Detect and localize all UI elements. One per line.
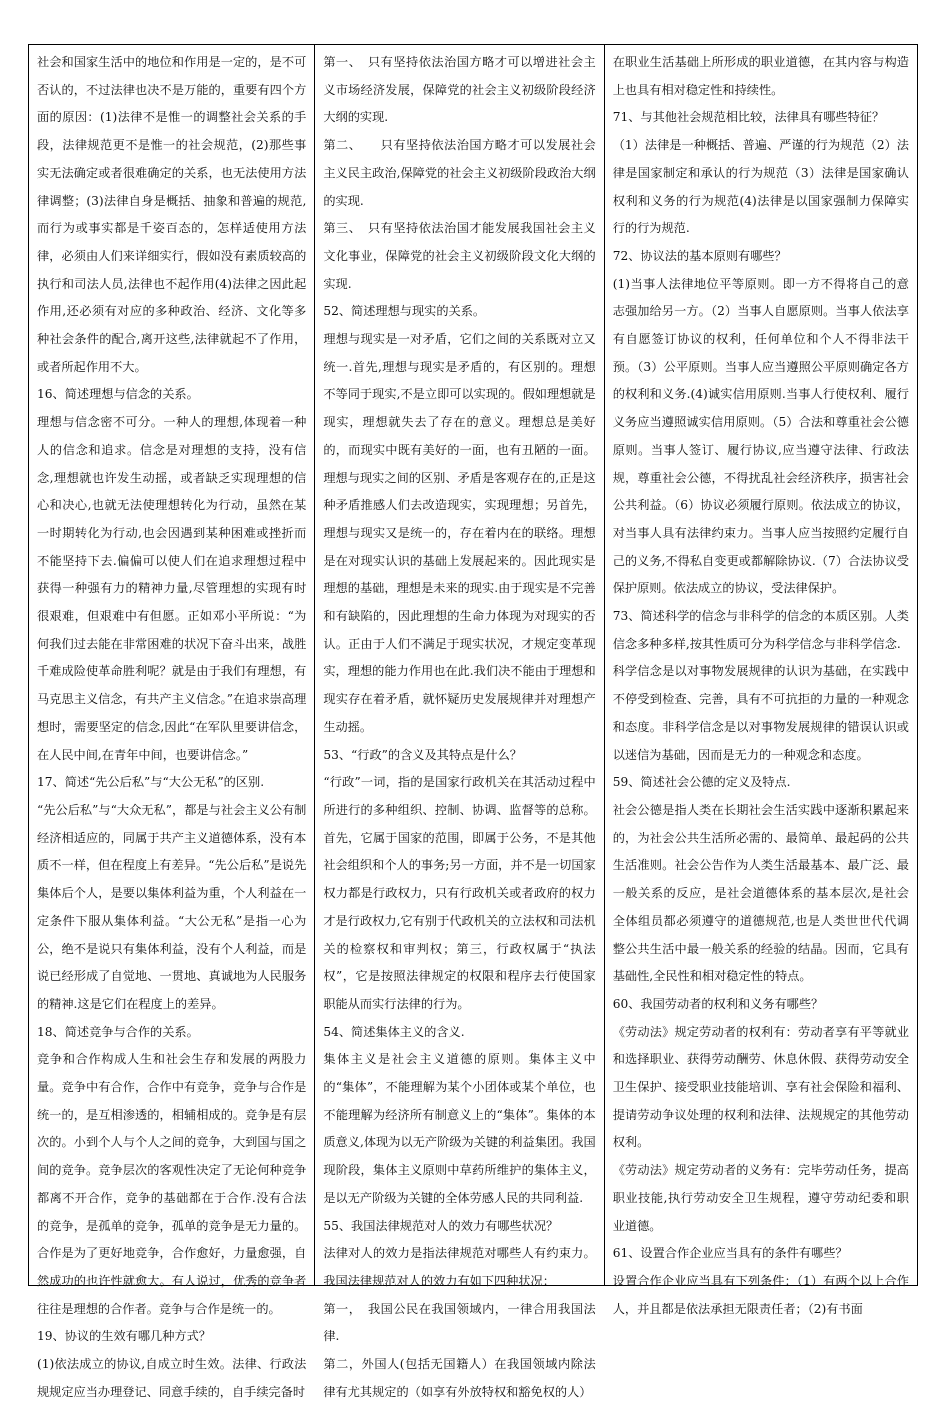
question-heading: 72、协议法的基本原则有哪些？ xyxy=(612,248,787,263)
paragraph: 理想与现实是一对矛盾，它们之间的关系既对立又统一.首先,理想与现实是矛盾的，有区别的。理想不等同于现实,不是立即可以实现的。假如理想就是现实，理想就失去了存在的意义。理想总是美好的，而现实中既有美好的一面，也有丑陋的一面。理想与现实之间的区别、矛盾是客观存在的,正是这种矛盾推感人们去改造现实，实现理想；另首先，理想与现实又是统一的，存在着内在的联络。理想是在对现实认识的基础上发展起来的。因此现实是理想的基础，理想是未来的现实.由于现实是不完善和有缺陷的，因此理想的生命力体现为对现实的否认。正由于人们不满足于现实状况，才规定变革现实，理想的能力作用也在此.我们决不能由于理想和现实存在着矛盾，就怀疑历史发展规律并对理想产生动摇。 xyxy=(323,332,596,734)
paragraph: 竞争和合作构成人生和社会生存和发展的两股力量。竞争中有合作，合作中有竞争，竞争与合作是统一的，是互相渗透的，相辅相成的。竞争是有层次的。小到个人与个人之间的竞争，大到国与国之间的竞争。竞争层次的客观性决定了无论何种竞争都离不开合作，竞争的基础都在于合作.没有合法的竞争，是孤单的竞争，孤单的竞争是无力量的。合作是为了更好地竞争，合作愈好，力量愈强，自然成功的也许性就愈大。有人说过，优秀的竞争者往往是理想的合作者。竞争与合作是统一的。 xyxy=(37,1052,307,1316)
question-heading: 52、简述理想与现实的关系。 xyxy=(323,304,486,319)
paragraph: 社会和国家生活中的地位和作用是一定的，是不可否认的，不过法律也决不是万能的，重要有四个方面的原因：(1)法律不是惟一的调整社会关系的手段，法律规范更不是惟一的社会规范，(2)那些事实无法确定或者很难确定的关系，也无法使用方法律调整；(3)法律自身是概括、抽象和普遍的规范,而行为或事实都是千姿百态的，怎样适使用方法律，必须由人们来详细实行，假如没有素质较高的执行和司法人员,法律也不起作用(4)法律之因此起作用,还必须有对应的多种政治、经济、文化等多种社会条件的配合,离开这些,法律就起不了作用，或者所起作用不大。 xyxy=(37,55,307,374)
paragraph: 科学信念是以对事物发展规律的认识为基础，在实践中不停受到检查、完善，具有不可抗拒的力量的一种观念和态度。非科学信念是以对事物发展规律的错误认识或以迷信为基础，因而是无力的一种观念和态度。 xyxy=(612,664,909,762)
question-heading: 55、我国法律规范对人的效力有哪些状况？ xyxy=(323,1218,559,1233)
question-heading: 61、设置合作企业应当具有的条件有哪些？ xyxy=(612,1246,848,1261)
paragraph: 第二、 只有坚持依法治国方略才可以发展社会主义民主政治,保障党的社会主义初级阶段政治大纲的实现. xyxy=(323,138,596,208)
column-left xyxy=(29,45,314,1399)
paragraph: 社会公德是指人类在长期社会生活实践中逐渐积累起来的，为社会公共生活所必需的、最简单、最起码的公共生活准则。社会公告作为人类生活最基本、最广泛、最一般关系的反应，是社会道德体系的基本层次,是社会全体组员都必须遵守的道德规范,也是人类世世代代调整公共生活中最一般关系的经验的结晶。因而，它具有基础性,全民性和相对稳定性的特点。 xyxy=(612,802,909,984)
paragraph: 《劳动法》规定劳动者的权利有：劳动者享有平等就业和选择职业、获得劳动酬劳、休息休假、获得劳动安全卫生保护、接受职业技能培训、享有社会保险和福利、提请劳动争议处理的权利和法律、法规规定的其他劳动权利。 xyxy=(612,1024,909,1150)
paragraph: 第一， 我国公民在我国领域内，一律合用我国法律. xyxy=(323,1301,596,1344)
column-right xyxy=(604,45,917,1316)
paragraph: “行政”一词，指的是国家行政机关在其活动过程中所进行的多种组织、控制、协调、监督等的总称。首先，它属于国家的范围，即属于公务，不是其他社会组织和个人的事务;另一方面，并不是一切国家权力都是行政权力，只有行政机关或者政府的权力才是行政权力,它有别于代政机关的立法权和司法机关的检察权和审判权；第三，行政权属于“执法权”，它是按照法律规定的权限和程序去行使国家职能从而实行法律的行为。 xyxy=(323,775,596,1011)
paragraph: (1)当事人法律地位平等原则。即一方不得将自己的意志强加给另一方。（2）当事人自愿原则。当事人依法享有自愿签订协议的权利，任何单位和个人不得非法干预。（3）公平原则。当事人应当遵照公平原则确定各方的权利和义务.(4)诚实信用原则.当事人行使权利、履行义务应当遵照诚实信用原则。（5）合法和尊重社会公德原则。当事人签订、履行协议,应当遵守法律、行政法规，尊重社会公德，不得扰乱社会经济秩序，损害社会公共利益。（6）协议必须履行原则。依法成立的协议，对当事人具有法律约束力。当事人应当按照约定履行自己的义务,不得私自变更或都解除协议.（7）合法协议受保护原则。依法成立的协议，受法律保护。 xyxy=(612,276,909,596)
question-heading: 18、简述竞争与合作的关系。 xyxy=(37,1024,199,1039)
paragraph: （1）法律是一种概括、普遍、严谨的行为规范（2）法律是国家制定和承认的行为规范（3）法律是国家确认权利和义务的行为规范(4)法律是以国家强制力保障实行的行为规范. xyxy=(612,138,909,236)
paragraph: 在职业生活基础上所形成的职业道德，在其内容与构造上也具有相对稳定性和持续性。 xyxy=(612,55,909,97)
paragraph: “先公后私”与“大众无私”，都是与社会主义公有制经济相适应的，同属于共产主义道德体系，没有本质不一样，但在程度上有差异。“先公后私”是说先集体后个人，是要以集体利益为重，个人利益在一定条件下服从集体利益。“大公无私”是指一心为公，绝不是说只有集体利益，没有个人利益，而是说已经形成了自觉地、一贯地、真诚地为人民服务的精神.这是它们在程度上的差异。 xyxy=(37,802,307,1011)
question-heading: 60、我国劳动者的权利和义务有哪些？ xyxy=(612,996,824,1011)
paragraph: 理想与信念密不可分。一种人的理想,体现着一种人的信念和追求。信念是对理想的支持，没有信念,理想就也许发生动摇，或者缺乏实现理想的信心和决心,也就无法使理想转化为行动，虽然在某一时期转化为行动,也会因遇到某种困难或挫折而不能坚持下去.偏偏可以使人们在追求理想过程中获得一种强有力的精神力量,尽管理想的实现有时很艰难，但艰难中有但愿。正如邓小平所说：“为何我们过去能在非常困难的状况下奋斗出来，战胜千难成险使革命胜利呢？就是由于我们有理想，有马克思主义信念，有共产主义信念。”在追求崇高理想时，需要坚定的信念,因此“在军队里要讲信念，在人民中间,在青年中间，也要讲信念。” xyxy=(37,415,307,762)
question-heading: 54、简述集体主义的含义. xyxy=(323,1024,465,1039)
paragraph: 法律对人的效力是指法律规范对哪些人有约束力。我国法律规范对人的效力有如下四种状况： xyxy=(323,1246,596,1288)
question-heading: 17、简述“先公后私”与“大公无私”的区别. xyxy=(37,775,265,790)
paragraph: 集体主义是社会主义道德的原则。集体主义中的“集体”，不能理解为某个小团体或某个单位，也不能理解为经济所有制意义上的“集体”。集体的本质意义,体现为以无产阶级为关键的利益集团。我国现阶段，集体主义原则中草药所维护的集体主义，是以无产阶级为关键的全体劳感人民的共同利益. xyxy=(323,1052,596,1205)
question-heading: 53、“行政”的含义及其特点是什么？ xyxy=(323,747,522,762)
paragraph: (1)依法成立的协议,自成立时生效。法律、行政法规规定应当办理登记、同意手续的，自手续完备时 xyxy=(37,1357,307,1399)
question-heading: 19、协议的生效有哪几种方式？ xyxy=(37,1329,211,1344)
column-middle xyxy=(314,45,603,1399)
paragraph: 第二，外国人(包括无国籍人）在我国领域内除法律有尤其规定的（如享有外放特权和豁免权的人） xyxy=(323,1357,596,1399)
paragraph: 设置合作企业应当具有下列条件：（1）有两个以上合作人，并且都是依法承担无限责任者；（2)有书面 xyxy=(612,1273,909,1316)
paragraph: 《劳动法》规定劳动者的义务有：完毕劳动任务，提高职业技能,执行劳动安全卫生规程，遵守劳动纪委和职业道德。 xyxy=(612,1163,909,1233)
document-table xyxy=(28,44,918,1399)
question-heading: 71、与其他社会规范相比较，法律具有哪些特征？ xyxy=(612,110,885,125)
question-heading: 73、简述科学的信念与非科学的信念的本质区别。人类信念多种多样,按其性质可分为科学信念与非科学信念. xyxy=(612,609,909,651)
paragraph: 第一、 只有坚持依法治国方略才可以增进社会主义市场经济发展，保障党的社会主义初级阶段经济大纲的实现. xyxy=(323,55,596,125)
question-heading: 59、简述社会公德的定义及特点. xyxy=(612,775,791,790)
paragraph: 第三、 只有坚持依法治国才能发展我国社会主义文化事业，保障党的社会主义初级阶段文化大纲的实现. xyxy=(323,221,596,291)
question-heading: 16、简述理想与信念的关系。 xyxy=(37,387,199,402)
